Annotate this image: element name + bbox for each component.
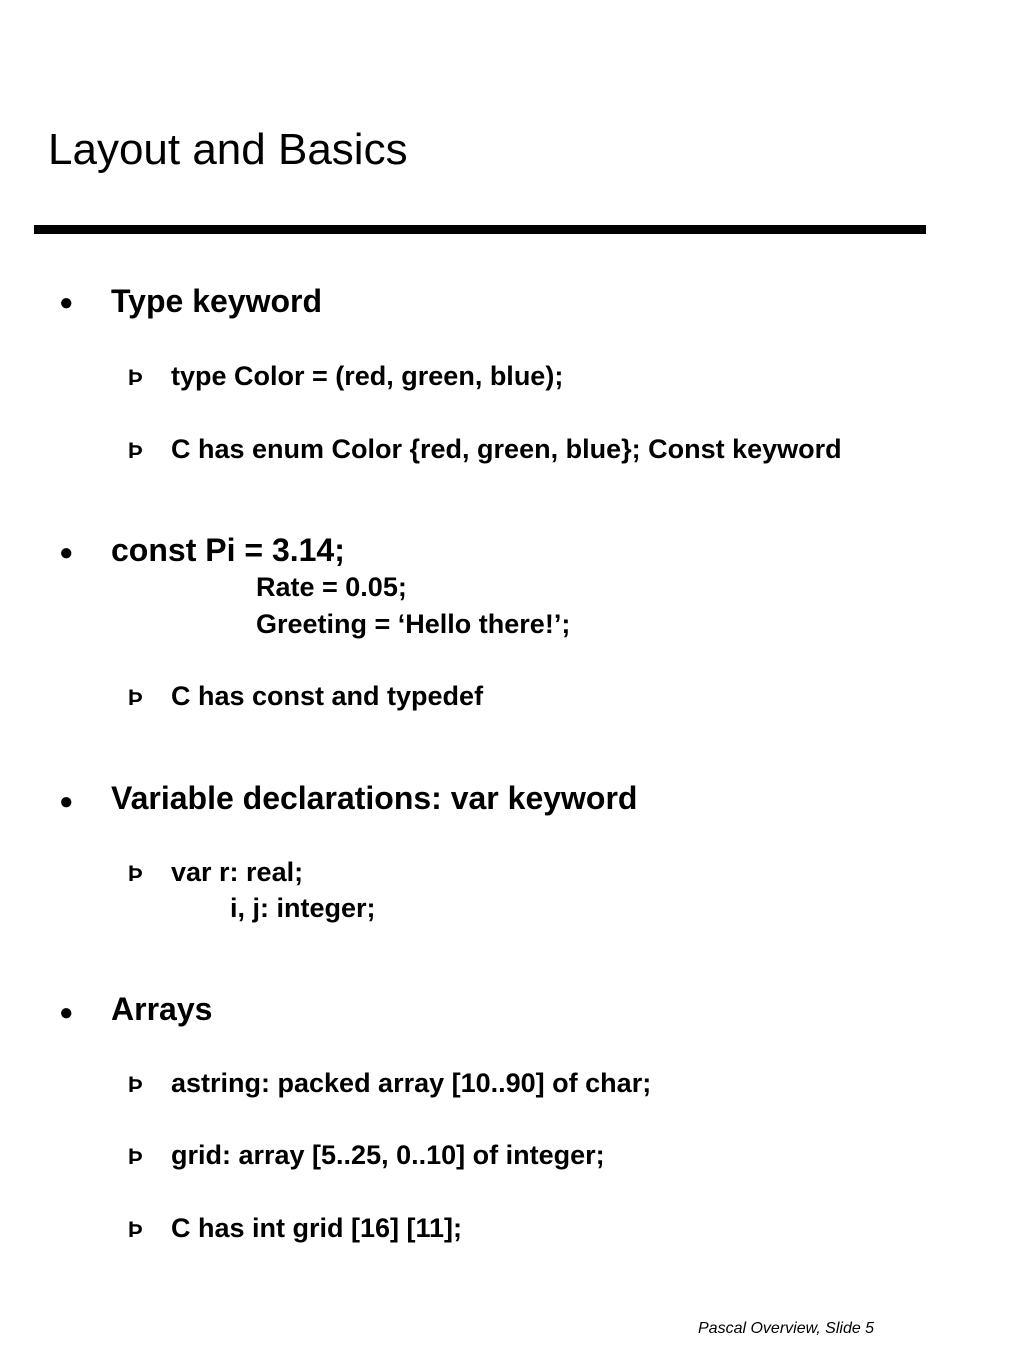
- arrow-bullet-icon: Þ: [128, 685, 143, 710]
- title-divider: [34, 225, 926, 234]
- bullet-variable-declarations: Variable declarations: var keyword: [111, 780, 638, 816]
- sub-bullet-astring: astring: packed array [10..90] of char;: [171, 1068, 652, 1098]
- bullet-const-pi: const Pi = 3.14;: [111, 532, 345, 568]
- bullet-type-keyword: Type keyword: [111, 283, 323, 319]
- sub-bullet-var-real: var r: real;: [171, 857, 304, 887]
- sub-bullet-grid: grid: array [5..25, 0..10] of integer;: [171, 1140, 605, 1170]
- bullet-arrays: Arrays: [111, 991, 213, 1027]
- const-greeting-line: Greeting = ‘Hello there!’;: [256, 609, 571, 639]
- var-integer-line: i, j: integer;: [230, 893, 376, 923]
- arrow-bullet-icon: Þ: [128, 1144, 143, 1169]
- arrow-bullet-icon: Þ: [128, 1217, 143, 1242]
- bullet-icon: ●: [59, 539, 74, 566]
- bullet-icon: ●: [59, 289, 74, 316]
- sub-bullet-c-enum: C has enum Color {red, green, blue}; Const keyword: [171, 434, 842, 464]
- arrow-bullet-icon: Þ: [128, 438, 143, 463]
- slide-footer: Pascal Overview, Slide 5: [698, 1320, 875, 1337]
- sub-bullet-type-color: type Color = (red, green, blue);: [171, 361, 564, 391]
- bullet-icon: ●: [59, 788, 74, 815]
- bullet-icon: ●: [59, 999, 74, 1026]
- arrow-bullet-icon: Þ: [128, 365, 143, 390]
- const-rate-line: Rate = 0.05;: [256, 572, 407, 602]
- sub-bullet-c-const-typedef: C has const and typedef: [171, 681, 484, 711]
- arrow-bullet-icon: Þ: [128, 861, 143, 886]
- sub-bullet-c-int-grid: C has int grid [16] [11];: [171, 1213, 463, 1243]
- arrow-bullet-icon: Þ: [128, 1072, 143, 1097]
- slide-title: Layout and Basics: [48, 125, 408, 174]
